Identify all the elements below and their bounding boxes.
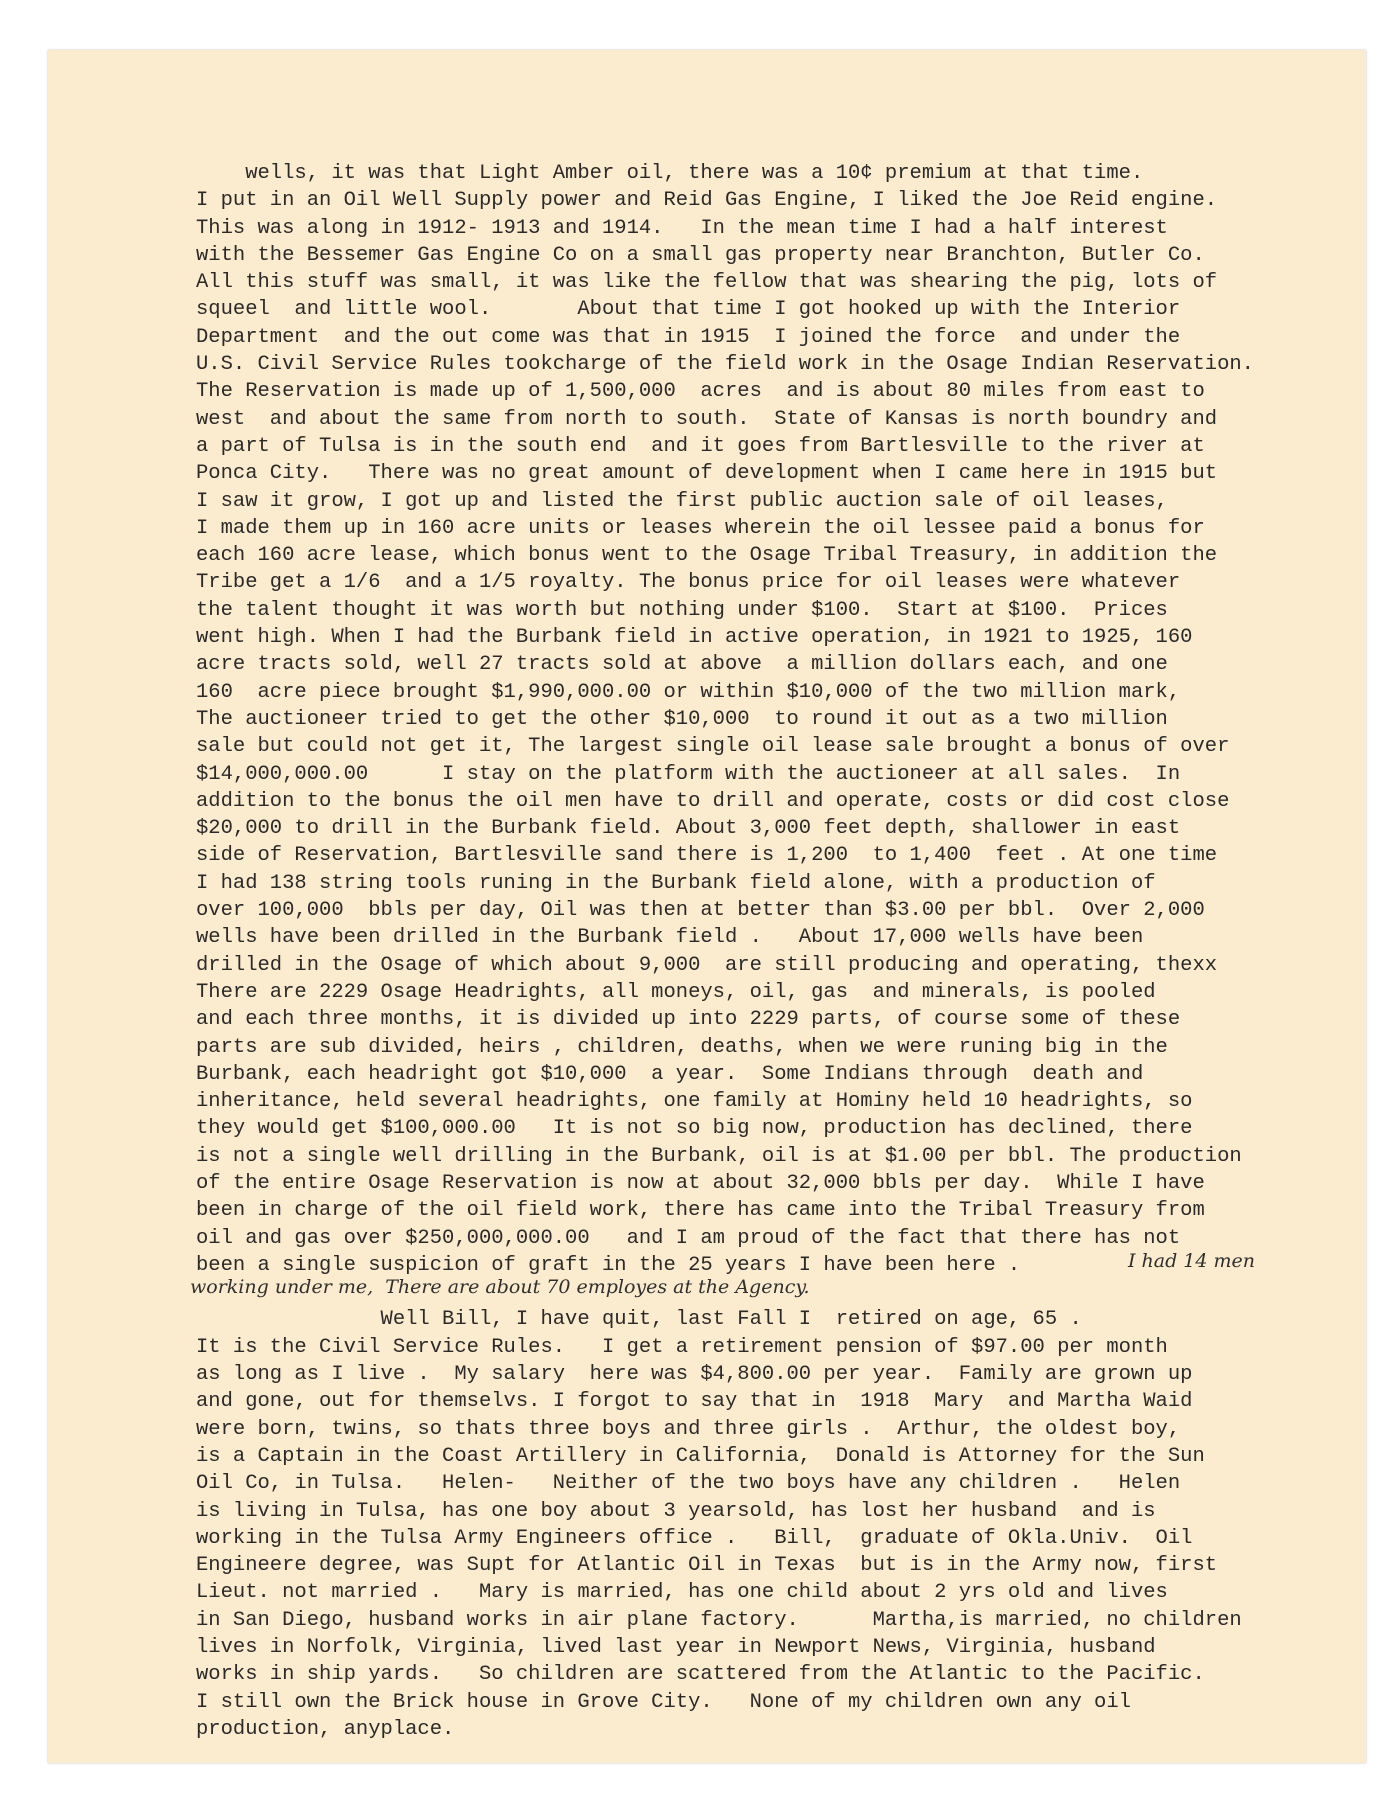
text-line: $14,000,000.00 I stay on the platform with the auctioneer at all sales. In — [196, 762, 1181, 786]
text-line: sale but could not get it, The largest single oil lease sale brought a bonus of over — [196, 735, 1230, 759]
text-line: Ponca City. There was no great amount of development when I came here in 1915 but — [196, 462, 1218, 486]
text-line: in San Diego, husband works in air plane factory. Martha,is married, no children — [196, 1608, 1242, 1632]
text-line: side of Reservation, Bartlesville sand there is 1,200 to 1,400 feet . At one time — [196, 844, 1218, 868]
text-line: drilled in the Osage of which about 9,000 are still producing and operating, thexx — [196, 953, 1218, 977]
text-line: Oil Co, in Tulsa. Helen- Neither of the two boys have any children . Helen — [196, 1472, 1181, 1496]
text-line: Lieut. not married . Mary is married, has one child about 2 yrs old and lives — [196, 1581, 1168, 1605]
text-line: Department and the out come was that in 1915 I joined the force and under the — [196, 325, 1181, 349]
text-line: This was along in 1912- 1913 and 1914. In the mean time I had a half interest — [196, 216, 1168, 240]
text-line: and gone, out for themselvs. I forgot to say that in 1918 Mary and Martha Waid — [196, 1390, 1193, 1414]
text-line: oil and gas over $250,000,000.00 and I am proud of the fact that there has not — [196, 1226, 1181, 1250]
text-line: squeel and little wool. About that time I got hooked up with the Interior — [196, 298, 1181, 322]
text-line: as long as I live . My salary here was $4,800.00 per year. Family are grown up — [196, 1363, 1193, 1387]
text-line: Tribe get a 1/6 and a 1/5 royalty. The bonus price for oil leases were whatever — [196, 571, 1181, 595]
text-line: of the entire Osage Reservation is now at about 32,000 bbls per day. While I have — [196, 1171, 1205, 1195]
text-line: Burbank, each headright got $10,000 a year. Some Indians through death and — [196, 1062, 1144, 1086]
text-line: lives in Norfolk, Virginia, lived last year in Newport News, Virginia, husband — [196, 1636, 1156, 1660]
text-line: been in charge of the oil field work, there has came into the Tribal Treasury from — [196, 1199, 1205, 1223]
text-line: were born, twins, so thats three boys and three girls . Arthur, the oldest boy, — [196, 1417, 1181, 1441]
text-line: wells have been drilled in the Burbank field . About 17,000 wells have been — [196, 926, 1144, 950]
text-line: Engineere degree, was Supt for Atlantic Oil in Texas but is in the Army now, first — [196, 1554, 1218, 1578]
text-line: I still own the Brick house in Grove City. None of my children own any oil — [196, 1690, 1131, 1714]
text-line: working in the Tulsa Army Engineers office . Bill, graduate of Okla.Univ. Oil — [196, 1526, 1193, 1550]
text-line: a part of Tulsa is in the south end and it goes from Bartlesville to the river at — [196, 434, 1205, 458]
handwritten-note: I had 14 men — [1128, 1250, 1256, 1272]
text-line: is not a single well drilling in the Burbank, oil is at $1.00 per bbl. The production — [196, 1144, 1242, 1168]
letter-page — [48, 50, 1366, 1763]
text-line: over 100,000 bbls per day, Oil was then at better than $3.00 per bbl. Over 2,000 — [196, 899, 1205, 923]
text-line: went high. When I had the Burbank field in active operation, in 1921 to 1925, 160 — [196, 626, 1193, 650]
text-line: The auctioneer tried to get the other $10,000 to round it out as a two million — [196, 707, 1168, 731]
text-line: each 160 acre lease, which bonus went to the Osage Tribal Treasury, in addition the — [196, 544, 1218, 568]
text-line: I had 138 string tools runing in the Burbank field alone, with a production of — [196, 871, 1156, 895]
text-line: All this stuff was small, it was like the fellow that was shearing the pig, lots of — [196, 271, 1218, 295]
text-line: I put in an Oil Well Supply power and Reid Gas Engine, I liked the Joe Reid engine. — [196, 189, 1218, 213]
text-line: addition to the bonus the oil men have to drill and operate, costs or did cost close — [196, 789, 1230, 813]
text-line: I made them up in 160 acre units or leases wherein the oil lessee paid a bonus for — [196, 516, 1205, 540]
text-line: It is the Civil Service Rules. I get a retirement pension of $97.00 per month — [196, 1335, 1168, 1359]
text-line: inheritance, held several headrights, one family at Hominy held 10 headrights, so — [196, 1090, 1193, 1114]
text-line: I saw it grow, I got up and listed the first public auction sale of oil leases, — [196, 489, 1168, 513]
text-line: west and about the same from north to south. State of Kansas is north boundry and — [196, 407, 1218, 431]
text-line: The Reservation is made up of 1,500,000 acres and is about 80 miles from east to — [196, 380, 1205, 404]
text-line: is living in Tulsa, has one boy about 3 yearsold, has lost her husband and is — [196, 1499, 1156, 1523]
text-line: parts are sub divided, heirs , children, deaths, when we were runing big in the — [196, 1035, 1168, 1059]
text-line: they would get $100,000.00 It is not so big now, production has declined, there — [196, 1117, 1193, 1141]
text-line: 160 acre piece brought $1,990,000.00 or within $10,000 of the two million mark, — [196, 680, 1181, 704]
text-line: wells, it was that Light Amber oil, there was a 10¢ premium at that time. — [196, 162, 1144, 185]
text-line: production, anyplace. — [196, 1717, 455, 1741]
text-line: works in ship yards. So children are scattered from the Atlantic to the Pacific. — [196, 1663, 1205, 1687]
handwritten-note: working under me, There are about 70 employes at the Agency. — [190, 1276, 810, 1298]
text-line: acre tracts sold, well 27 tracts sold at above a million dollars each, and one — [196, 653, 1168, 677]
text-line: and each three months, it is divided up into 2229 parts, of course some of these — [196, 1008, 1181, 1032]
text-line: Well Bill, I have quit, last Fall I retired on age, 65 . — [196, 1308, 1082, 1332]
text-line: $20,000 to drill in the Burbank field. About 3,000 feet depth, shallower in east — [196, 817, 1181, 841]
text-line: been a single suspicion of graft in the 25 years I have been here . — [196, 1253, 1021, 1277]
text-line: the talent thought it was worth but nothing under $100. Start at $100. Prices — [196, 598, 1168, 622]
text-line: There are 2229 Osage Headrights, all moneys, oil, gas and minerals, is pooled — [196, 980, 1156, 1004]
typed-text-body — [196, 160, 1356, 1743]
text-line: with the Bessemer Gas Engine Co on a small gas property near Branchton, Butler Co. — [196, 243, 1205, 267]
text-line: is a Captain in the Coast Artillery in California, Donald is Attorney for the Sun — [196, 1444, 1205, 1468]
text-line: U.S. Civil Service Rules tookcharge of the field work in the Osage Indian Reservation. — [196, 353, 1254, 377]
